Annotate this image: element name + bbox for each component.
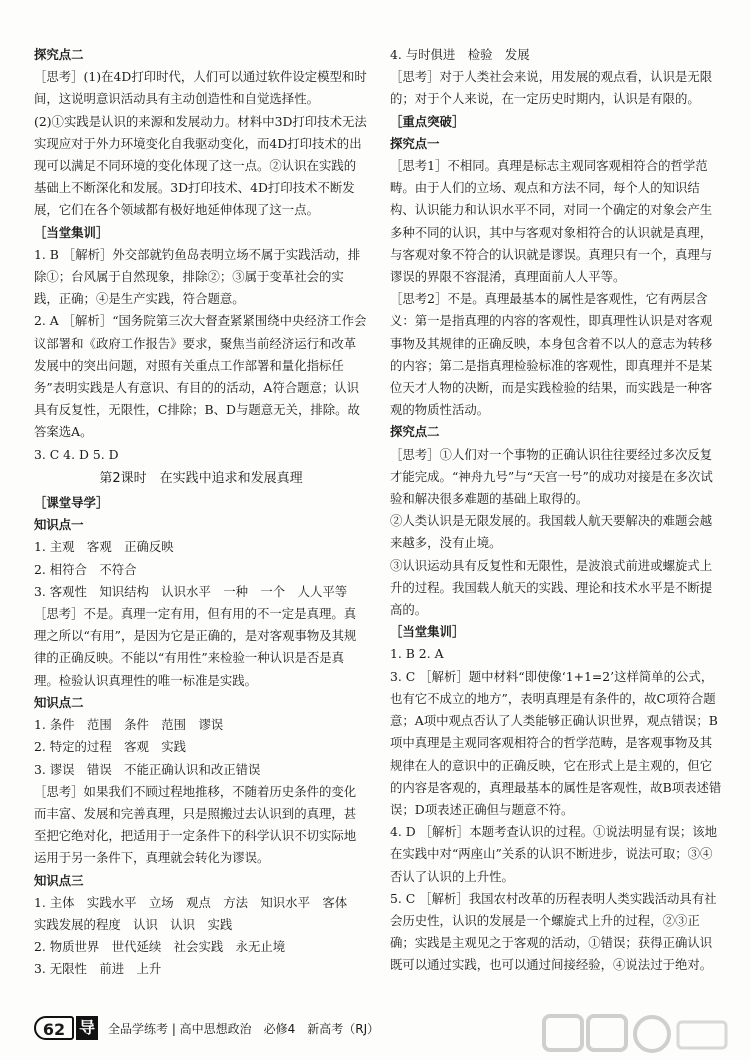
- list-item: 2. 物质世界 世代延续 社会实践 永无止境: [34, 939, 286, 955]
- list-item: 1. 主体 实践水平 立场 观点 方法 知识水平 客体 实践发展的程度 认识 认识 实践: [34, 894, 360, 932]
- list-item: 1. 条件 范围 条件 范围 谬误: [34, 717, 224, 733]
- paragraph: ［思考］对于人类社会来说，用发展的观点看，认识是无限的；对于个人来说，在一定历史时期内，认识是有限的。: [390, 69, 713, 107]
- answer-item: 3. C 4. D 5. D: [34, 446, 119, 462]
- paragraph: ②人类认识是无限发展的。我国载人航天要解决的难题会越来越多，没有止境。: [390, 513, 713, 551]
- paragraph: (2)①实践是认识的来源和发展动力。材料中3D打印技术无法实现应对于外力环境变化自我驱动变化，而4D打印技术的出现可以满足不同环境的变化体现了这一点。②认识在实践的基础上不断深化和发展。3D打印技术、4D打印技术不断发展，它们在各个领域都有极好地延伸体现了这一点。: [34, 113, 367, 218]
- paragraph: ③认识运动具有反复性和无限性，是波浪式前进或螺旋式上升的过程。我国载人航天的实践、理论和技术水平是不断提高的。: [390, 557, 713, 618]
- paragraph: ［思考2］不是。真理最基本的属性是客观性，它有两层含义：第一是指真理的内容的客观性，即真理性认识是对客观事物及其规律的正确反映，本身包含着不以人的意志为转移的内容；第二是指真理检验标准的客观性，即真理并不是某位天才人物的决断，而是实践检验的结果，而实践是一种客观的物质性活动。: [390, 291, 713, 418]
- section-heading: 探究点一: [390, 135, 440, 151]
- section-heading: ［当堂集训］: [34, 224, 109, 240]
- answer-item: 5. C ［解析］我国农村改革的历程表明人类实践活动具有社会历史性，认识的发展是一个螺旋式上升的过程，②③正确；实践是主观见之于客观的活动，①错误；获得正确认识既可以通过实践，也可以通过间接经验，④说法过于绝对。: [390, 890, 717, 973]
- page-number: 62: [34, 1016, 74, 1040]
- answer-item: 1. B ［解析］外交部就钓鱼岛表明立场不属于实践活动，排除①；台风属于自然现象，排除②；③属于变革社会的实践，正确；④是生产实践，符合题意。: [34, 246, 361, 307]
- paragraph: ［思考］①人们对一个事物的正确认识往往要经过多次反复才能完成。“神舟九号”与“天宫一号”的成功对接是在多次试验和解决很多难题的基础上取得的。: [390, 446, 713, 507]
- paragraph: ［思考］不是。真理一定有用，但有用的不一定是真理。真理之所以“有用”，是因为它是正确的，是对客观事物及其规律的正确反映。不能以“有用性”来检验一种认识是否是真理。检验认识真理性的唯一标准是实践。: [34, 606, 357, 688]
- list-item: 1. 主观 客观 正确反映: [34, 539, 174, 555]
- dao-icon: 导: [76, 1016, 98, 1040]
- paragraph: ［思考］(1)在4D打印时代，人们可以通过软件设定模型和时间，这说明意识活动具有主动创造性和自觉选择性。: [34, 69, 367, 107]
- left-column: [34, 44, 368, 981]
- right-column: [390, 44, 724, 977]
- watermark-logo: [540, 1012, 730, 1056]
- footer-title: 全品学练考 | 高中思想政治 必修4 新高考（RJ）: [108, 1022, 380, 1036]
- paragraph: ［思考］如果我们不顾过程地推移，不随着历史条件的变化而丰富、发展和完善真理，只是照搬过去认识到的真理，甚至把它绝对化，把适用于一定条件下的科学认识不切实际地运用于另一条件下，真理就会转化为谬误。: [34, 783, 357, 866]
- list-item: 4. 与时俱进 检验 发展: [390, 47, 530, 62]
- section-heading: ［课堂导学］: [34, 495, 109, 511]
- answer-list: [34, 536, 368, 603]
- list-item: 2. 特定的过程 客观 实践: [34, 739, 187, 755]
- answer-item: 4. D ［解析］本题考查认识的过程。①说法明显有误；该地在实践中对“两座山”关系的认识不断进步，说法可取；③④否认了认识的上升性。: [390, 824, 718, 884]
- list-item: 2. 相符合 不符合: [34, 561, 137, 577]
- knowledge-point-heading: 知识点一: [34, 517, 84, 533]
- answer-item: 2. A ［解析］“国务院第三次大督查紧紧围绕中央经济工作会议部署和《政府工作报告》要求，聚焦当前经济运行和改革发展中的突出问题，对照有关重点工作部署和量化指标任务”表明实践是人有意识、有目的的活动，A符合题意；认识具有反复性，无限性，C排除；B、D与题意无关，排除。故答案选A。: [34, 313, 367, 440]
- answer-list: [34, 892, 368, 981]
- answer-item: 3. C ［解析］题中材料“即使像‘1+1=2’这样简单的公式，也有它不成立的地方”，表明真理是有条件的，故C项符合题意；A项中观点否认了人类能够正确认识世界，观点错误；B项中真理是主观同客观相符合的哲学范畴，是客观事物及其规律在人的意识中的正确反映，它在形式上是主观的，但它的内容是客观的，真理最基本的属性是客观性，故B项表述错误；D项表述正确但与题意不符。: [390, 668, 722, 817]
- list-item: 3. 谬误 错误 不能正确认识和改正错误: [34, 761, 261, 777]
- lesson-title: 第2课时 在实践中追求和发展真理: [99, 470, 303, 486]
- section-heading: 探究点二: [390, 424, 440, 440]
- section-heading: ［重点突破］: [390, 113, 465, 129]
- list-item: 3. 无限性 前进 上升: [34, 961, 162, 977]
- answer-list: [34, 714, 368, 781]
- paragraph: ［思考1］不相同。真理是标志主观同客观相符合的哲学范畴。由于人们的立场、观点和方法不同，每个人的知识结构、认识能力和认识水平不同，对同一个确定的对象会产生多种不同的认识，其中与客观对象相符合的认识就是真理，与客观对象不符合的认识就是谬误。真理只有一个，真理与谬误的界限不容混淆，真理面前人人平等。: [390, 158, 713, 285]
- section-heading: 探究点二: [34, 47, 84, 62]
- list-item: 3. 客观性 知识结构 认识水平 一种 一个 人人平等: [34, 583, 348, 599]
- knowledge-point-heading: 知识点二: [34, 694, 84, 710]
- knowledge-point-heading: 知识点三: [34, 872, 84, 888]
- answer-item: 1. B 2. A: [390, 646, 444, 662]
- section-heading: ［当堂集训］: [390, 624, 465, 640]
